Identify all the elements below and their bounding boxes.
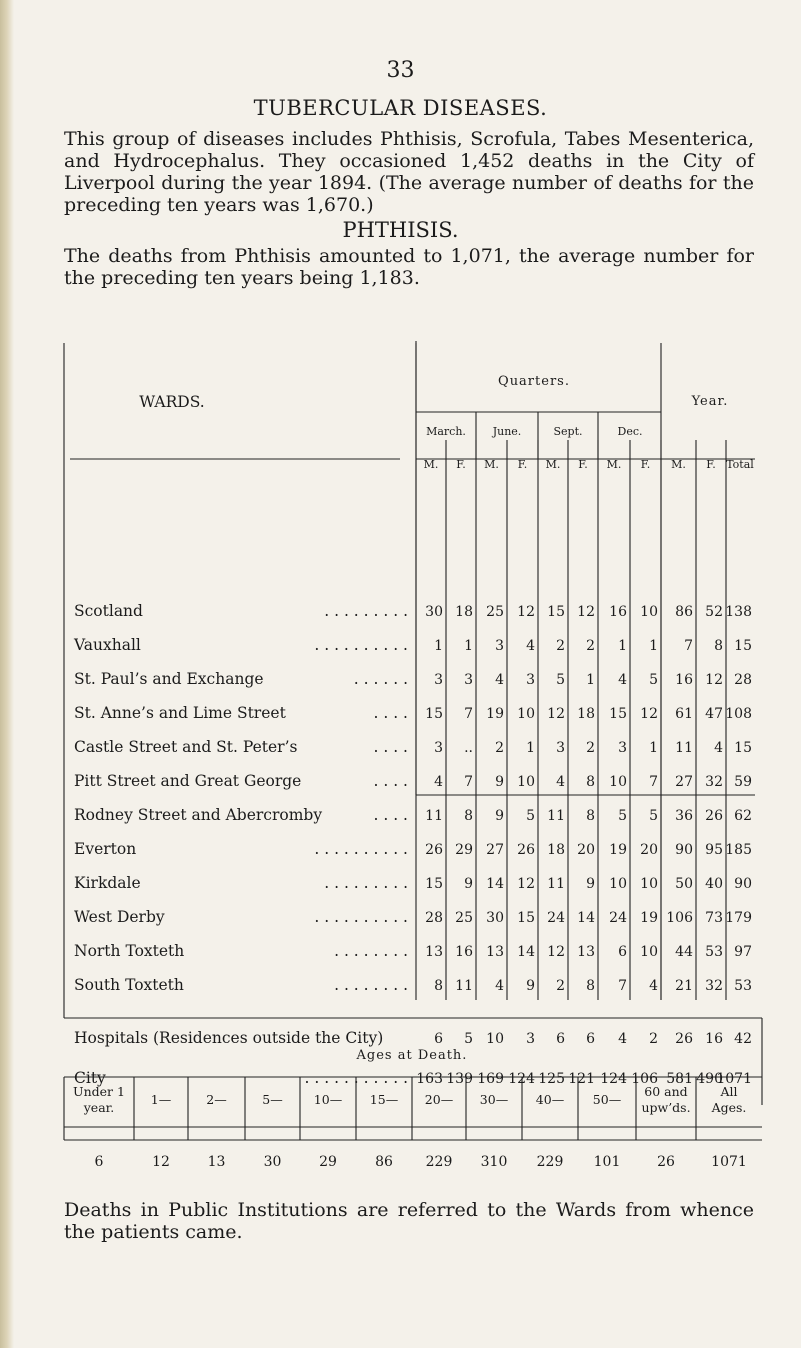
ward-value: 9 [586,876,595,892]
ward-value: 2 [586,740,595,756]
ward-row [74,806,752,824]
page-number: 33 [386,58,415,83]
ward-value: 13 [425,944,443,960]
ward-value: 90 [734,876,752,892]
ward-value: 2 [586,638,595,654]
ward-row [74,976,752,994]
age-header: 20— [424,1092,454,1107]
ward-value: 124 [600,1071,627,1087]
ward-value: 13 [577,944,595,960]
ward-value: 121 [568,1071,595,1087]
age-header-line: Ages. [711,1100,747,1115]
ward-value: 179 [725,910,752,926]
ward-value: 1 [434,638,443,654]
quarters-header: Quarters. [498,374,570,389]
ward-value: 12 [547,706,565,722]
ward-value: .. [464,740,473,756]
ward-value: 86 [675,604,693,620]
ward-value: 12 [705,672,723,688]
ward-row [73,636,752,654]
ward-value: 108 [725,706,752,722]
ward-value: 6 [556,1031,565,1047]
ward-name: West Derby [74,908,165,926]
ward-value: 3 [526,1031,535,1047]
ward-value: 5 [618,808,627,824]
page-title: TUBERCULAR DISEASES. [253,96,548,120]
sex-header: F. [578,458,588,471]
ward-value: 6 [434,1031,443,1047]
ward-name: Everton [74,840,137,858]
ward-value: 8 [586,808,595,824]
ward-value: 3 [434,672,443,688]
ward-name: Scotland [74,602,143,620]
age-value: 30 [263,1154,282,1170]
age-value: 13 [207,1154,226,1170]
sex-header: F. [517,458,528,471]
quarter-name: March. [426,425,466,438]
ward-value: 15 [609,706,627,722]
ward-value: 5 [649,672,658,688]
year-header: Year. [691,394,729,409]
ward-row [74,704,752,722]
age-header: 40— [535,1092,565,1107]
ward-value: 1 [649,740,658,756]
ward-value: 21 [675,978,693,994]
ward-value: 3 [495,638,504,654]
age-header: 10— [313,1092,343,1107]
ward-value: 28 [425,910,443,926]
ward-value: 7 [684,638,693,654]
age-value: 26 [657,1154,675,1170]
age-header [711,1084,747,1115]
leader-dots: . . . . . . . . [334,976,408,994]
quarter-names [426,425,642,438]
age-value: 12 [152,1154,170,1170]
ward-value: 10 [609,774,627,790]
age-value: 229 [425,1154,453,1170]
ward-value: 62 [734,808,752,824]
leader-dots: . . . . . . . . . . [314,908,408,926]
ward-value: 3 [556,740,565,756]
ward-value: 26 [517,842,535,858]
ward-name: St. Anne’s and Lime Street [74,704,286,722]
ward-value: 10 [517,706,535,722]
ward-value: 4 [556,774,565,790]
ward-value: 15 [517,910,535,926]
ward-value: 11 [675,740,693,756]
leader-dots: . . . . . . . . . . . [304,1069,408,1087]
ward-value: 14 [577,910,595,926]
age-values [95,1154,747,1170]
ward-value: 11 [547,876,565,892]
ward-value: 13 [486,944,504,960]
age-value: 1071 [711,1154,747,1170]
sex-header: F. [706,458,716,471]
ward-value: 9 [495,774,504,790]
ward-value: 2 [495,740,504,756]
ward-name: Rodney Street and Abercromby [74,806,323,824]
age-header: 1— [150,1092,172,1107]
sex-header: M. [484,458,499,471]
ward-value: 47 [705,706,723,722]
leader-dots: . . . . [373,704,408,722]
leader-dots: . . . . . . . . [334,942,408,960]
ward-name: North Toxteth [74,942,185,960]
ward-value: 7 [464,774,473,790]
sex-header: M. [606,458,622,471]
quarter-name: Dec. [617,425,643,438]
ward-value: 5 [464,1031,473,1047]
ward-value: 28 [734,672,752,688]
ward-value: 36 [675,808,693,824]
ward-value: 3 [464,672,473,688]
sex-header: M. [545,458,561,471]
ward-value: 4 [649,978,658,994]
ward-value: 163 [416,1071,443,1087]
ward-value: 16 [675,672,693,688]
ward-value: 3 [434,740,443,756]
ward-value: 11 [455,978,473,994]
ward-value: 2 [649,1031,658,1047]
ward-row [74,840,752,858]
ward-value: 53 [734,978,752,994]
ward-value: 24 [547,910,565,926]
ward-row [74,772,752,790]
ward-value: 26 [705,808,723,824]
ward-name: City [74,1069,106,1087]
ward-value: 8 [586,978,595,994]
ward-value: 18 [455,604,473,620]
leader-dots: . . . . . . . . . . [314,636,408,654]
leader-dots: . . . . . . . . . [324,602,408,620]
ward-value: 12 [640,706,658,722]
ages-title: Ages at Death. [356,1048,468,1063]
ward-value: 14 [517,944,535,960]
leader-dots: . . . . [373,772,408,790]
ward-value: 25 [486,604,504,620]
leader-dots: . . . . . . . . . . [314,840,408,858]
sex-header: Total [726,458,754,471]
ward-row [74,670,752,688]
ward-value: 26 [675,1031,693,1047]
ward-name: St. Paul’s and Exchange [74,670,264,688]
phthisis-paragraph: The deaths from Phthisis amounted to 1,071, the average number for the preceding ten years being 1,183. [64,245,754,289]
ward-value: 12 [547,944,565,960]
ward-value: 185 [725,842,752,858]
leader-dots: . . . . . . [353,670,408,688]
ward-value: 59 [734,774,752,790]
ward-value: 18 [547,842,565,858]
age-header: 50— [592,1092,622,1107]
ward-row [74,942,752,960]
ward-rows [73,602,752,1087]
age-header: 15— [369,1092,399,1107]
ward-value: 27 [486,842,504,858]
ward-value: 10 [486,1031,504,1047]
leader-dots: . . . . [373,738,408,756]
ward-value: 73 [705,910,723,926]
ward-value: 12 [577,604,595,620]
ward-value: 16 [455,944,473,960]
ward-value: 30 [486,910,504,926]
age-header-line: upw’ds. [641,1100,691,1115]
age-header-line: 60 and [644,1084,688,1099]
ward-value: 4 [618,672,627,688]
ward-name: Pitt Street and Great George [74,772,302,790]
ward-value: 4 [495,672,504,688]
ward-value: 138 [725,604,752,620]
ward-value: 40 [705,876,723,892]
ward-row [74,908,752,926]
ward-value: 4 [434,774,443,790]
ward-value: 5 [556,672,565,688]
age-header-line: Under 1 [73,1084,125,1099]
ward-value: 19 [486,706,504,722]
ward-value: 19 [609,842,627,858]
age-headers [73,1084,746,1115]
wards-header: WARDS. [139,393,205,411]
ward-value: 4 [618,1031,627,1047]
sex-headers [424,458,755,471]
ward-value: 1071 [716,1071,752,1087]
sex-header: F. [640,458,651,471]
sex-header: M. [423,458,439,471]
ward-name: South Toxteth [74,976,184,994]
ward-value: 3 [618,740,627,756]
ward-value: 50 [675,876,693,892]
ward-name: Kirkdale [74,874,141,892]
ward-value: 6 [586,1031,595,1047]
ward-value: 26 [425,842,443,858]
ward-value: 1 [526,740,535,756]
ward-value: 10 [640,876,658,892]
ward-value: 5 [526,808,535,824]
sex-header: F. [456,458,466,471]
ward-value: 8 [586,774,595,790]
ward-name: Castle Street and St. Peter’s [74,738,298,756]
ward-value: 7 [618,978,627,994]
ward-value: 9 [464,876,473,892]
ward-value: 106 [666,910,693,926]
ward-value: 1 [464,638,473,654]
ward-value: 106 [631,1071,658,1087]
ward-name: Vauxhall [74,636,141,654]
ward-value: 4 [526,638,535,654]
intro-paragraph: This group of diseases includes Phthisis, Scrofula, Tabes Mesenterica, and Hydrocephalus. They occasioned 1,452 deaths in the City of Liverpool during the year 1894. (The average number of deaths for the preceding ten years was 1,670.) [64,128,754,216]
sex-header: M. [671,458,686,471]
ward-name: Hospitals (Residences outside the City) [74,1029,384,1047]
ward-value: 19 [640,910,658,926]
ward-value: 1 [618,638,627,654]
age-header-line: All [720,1084,738,1099]
ward-value: 15 [734,740,752,756]
ward-value: 7 [649,774,658,790]
ward-value: 10 [640,604,658,620]
ward-value: 15 [547,604,565,620]
ward-row [74,602,752,620]
phthisis-heading: PHTHISIS. [342,218,459,242]
age-value: 229 [536,1154,564,1170]
ward-row [74,738,752,756]
ward-value: 125 [538,1071,565,1087]
ward-value: 9 [495,808,504,824]
leader-dots: . . . . [373,806,408,824]
ward-value: 139 [446,1071,473,1087]
ward-value: 30 [425,604,443,620]
ward-value: 10 [640,944,658,960]
quarter-name: Sept. [553,425,583,438]
ward-value: 44 [675,944,693,960]
age-header: 30— [479,1092,509,1107]
ward-value: 16 [609,604,627,620]
ward-value: 169 [477,1071,504,1087]
age-value: 310 [480,1154,508,1170]
age-header: 5— [262,1092,283,1107]
age-header [641,1084,690,1115]
ward-value: 8 [434,978,443,994]
closing-paragraph: Deaths in Public Institutions are referred to the Wards from whence the patients came. [64,1199,754,1243]
ward-value: 20 [640,842,658,858]
ward-value: 14 [486,876,504,892]
ward-value: 15 [734,638,752,654]
ward-value: 32 [705,774,723,790]
ward-value: 20 [577,842,595,858]
leader-dots: . . . . . . . . . [324,874,408,892]
age-value: 86 [375,1154,393,1170]
ward-value: 6 [618,944,627,960]
ward-value: 11 [547,808,565,824]
ward-value: 490 [696,1071,723,1087]
ward-value: 1 [649,638,658,654]
ward-value: 53 [705,944,723,960]
ward-value: 27 [675,774,693,790]
ward-value: 42 [734,1031,752,1047]
ward-value: 52 [705,604,723,620]
age-value: 6 [94,1154,104,1170]
ward-value: 124 [508,1071,535,1087]
ward-value: 25 [455,910,473,926]
ward-value: 4 [714,740,723,756]
ward-value: 2 [556,978,565,994]
ward-value: 15 [425,706,443,722]
ward-value: 90 [675,842,693,858]
age-header [73,1084,125,1115]
age-value: 29 [319,1154,337,1170]
ward-value: 24 [609,910,627,926]
ward-value: 7 [464,706,473,722]
ward-row [74,874,752,892]
ward-value: 8 [464,808,473,824]
ward-value: 18 [577,706,595,722]
ward-value: 61 [675,706,693,722]
ward-value: 9 [526,978,535,994]
ward-value: 15 [425,876,443,892]
ward-value: 12 [517,876,535,892]
ward-value: 97 [734,944,752,960]
ward-value: 8 [714,638,723,654]
ward-value: 16 [705,1031,723,1047]
ward-value: 2 [556,638,565,654]
age-value: 101 [593,1154,621,1170]
ward-value: 32 [705,978,723,994]
ward-value: 12 [517,604,535,620]
age-header: 2— [206,1092,227,1107]
ward-value: 4 [495,978,504,994]
ward-value: 11 [425,808,443,824]
ward-value: 581 [666,1071,693,1087]
quarter-name: June. [492,425,522,438]
ward-value: 29 [455,842,473,858]
ward-row [74,1029,752,1047]
ward-value: 3 [526,672,535,688]
ward-value: 5 [649,808,658,824]
ward-value: 95 [705,842,723,858]
age-header-line: year. [83,1100,115,1115]
ward-value: 10 [609,876,627,892]
ward-value: 10 [517,774,535,790]
ward-value: 1 [586,672,595,688]
